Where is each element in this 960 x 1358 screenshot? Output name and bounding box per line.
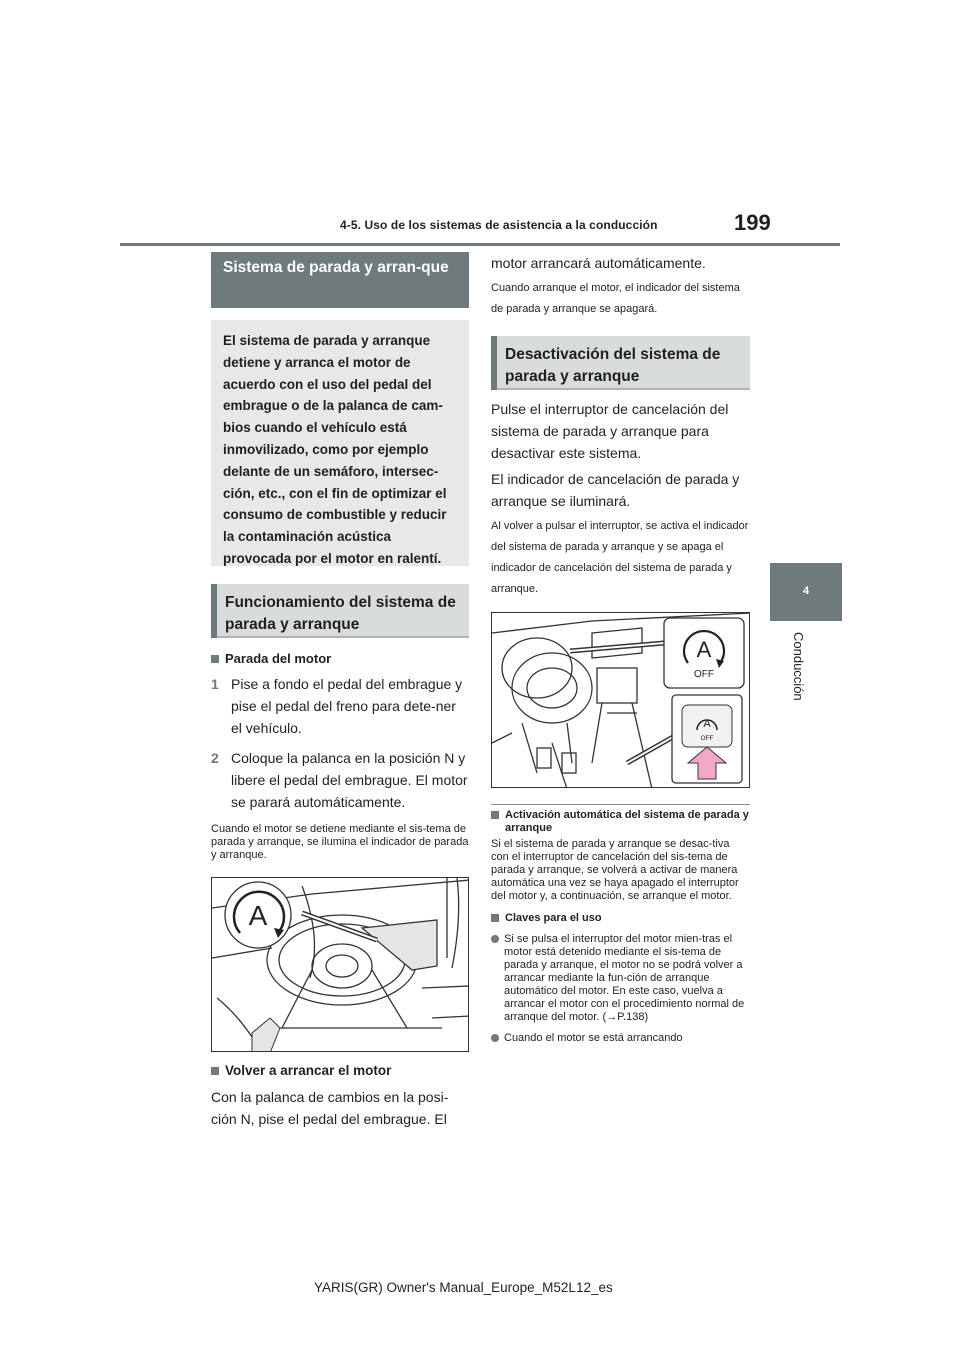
restart-continuation: motor arrancará automáticamente. (491, 255, 706, 271)
main-heading: Sistema de parada y arran-que (211, 252, 469, 308)
restart-note: Cuando arranque el motor, el indicador del sistema de parada y arranque se apagará. (491, 282, 740, 315)
circle-bullet-icon (491, 1034, 499, 1042)
tip-text: Si se pulsa el interruptor del motor mien-tras el motor está detenido mediante el sis-tema de parada y arranque, el motor no se podrá volver a arrancar mediante la fun-ción de arranque automático del motor. En este caso, vuelva a arrancar el motor con el procedimiento normal de arranque del motor. (→P.138) (504, 933, 745, 1023)
deactivation-text-1: Pulse el interruptor de cancelación del sistema de parada y arranque para desactivar este sistema. (491, 401, 729, 461)
chapter-tab[interactable] (770, 563, 842, 621)
tips-heading (491, 912, 750, 925)
auto-activation-text: Si el sistema de parada y arranque se desac-tiva con el interruptor de cancelación del sis-tema de parada y arranque, se volverá a activar de manera automática una vez se haya apagado el interruptor del motor y, a continuación, se arranque el motor. (491, 838, 739, 902)
chapter-number: 4 (802, 585, 810, 597)
off-label: OFF (694, 669, 714, 680)
auto-indicator-letter: A (248, 900, 268, 931)
tip-bullet (491, 933, 750, 1024)
stop-heading-text: Parada del motor (225, 651, 332, 666)
stop-note: Cuando el motor se detiene mediante el sis-tema de parada y arranque, se ilumina el indicador de parada y arranque. (211, 823, 469, 861)
page-number: 199 (734, 210, 771, 235)
step-text: Pise a fondo el pedal del embrague y pise el pedal del freno para dete-ner el vehículo. (231, 676, 463, 736)
left-column (211, 252, 469, 1130)
chapter-label: Conducción (791, 632, 806, 701)
deactivation-note: Al volver a pulsar el interruptor, se activa el indicador del sistema de parada y arranque y se apaga el indicador de cancelación del sistema de parada y arranque. (491, 520, 749, 595)
deactivation-text-2: El indicador de cancelación de parada y arranque se iluminará. (491, 471, 740, 509)
dashboard-illustration (212, 878, 469, 1052)
step-2 (211, 747, 469, 813)
step-number: 1 (211, 676, 219, 692)
tips-heading-text: Claves para el uso (505, 912, 602, 924)
square-bullet-icon (491, 914, 499, 922)
restart-heading-text: Volver a arrancar el motor (225, 1063, 392, 1078)
right-column (491, 252, 750, 1045)
auto-activation-heading (491, 809, 750, 835)
square-bullet-icon (211, 1067, 219, 1075)
section-title: 4-5. Uso de los sistemas de asistencia a la conducción (340, 218, 658, 232)
auto-activation-heading-text: Activación automática del sistema de parada y arranque (505, 809, 749, 834)
square-bullet-icon (211, 655, 219, 663)
step-number: 2 (211, 750, 219, 766)
tip-bullet (491, 1032, 750, 1045)
step-text: Coloque la palanca en la posición N y libere el pedal del embrague. El motor se parará automáticamente. (231, 750, 468, 810)
restart-heading (211, 1062, 469, 1080)
restart-text: Con la palanca de cambios en la posi-ción N, pise el pedal del embrague. El (211, 1089, 449, 1127)
circle-bullet-icon (491, 935, 499, 943)
cancel-switch-illustration (492, 613, 750, 788)
operation-heading: Funcionamiento del sistema de parada y arranque (211, 584, 469, 638)
cancel-switch-figure (491, 612, 750, 788)
header-rule (120, 243, 840, 246)
intro-box: El sistema de parada y arranque detiene y arranca el motor de acuerdo con el uso del pedal del embrague o de la palanca de cam-bios cuando el vehículo está inmovilizado, como por ejemplo delante de un semáforo, intersec-ción, etc., con el fin de optimizar el consumo de combustible y reducir la contaminación acústica provocada por el motor en ralentí. (211, 320, 469, 566)
auto-letter: A (696, 637, 712, 662)
switch-off-label: OFF (700, 735, 714, 742)
indicator-figure (211, 877, 469, 1052)
square-bullet-icon (491, 811, 499, 819)
stop-heading (211, 650, 469, 668)
tip-text: Cuando el motor se está arrancando (504, 1032, 683, 1044)
divider (491, 804, 750, 805)
switch-auto-letter: A (703, 718, 711, 730)
deactivation-heading: Desactivación del sistema de parada y arranque (491, 336, 750, 390)
footer: YARIS(GR) Owner's Manual_Europe_M52L12_es (314, 1280, 613, 1295)
step-1 (211, 673, 469, 739)
